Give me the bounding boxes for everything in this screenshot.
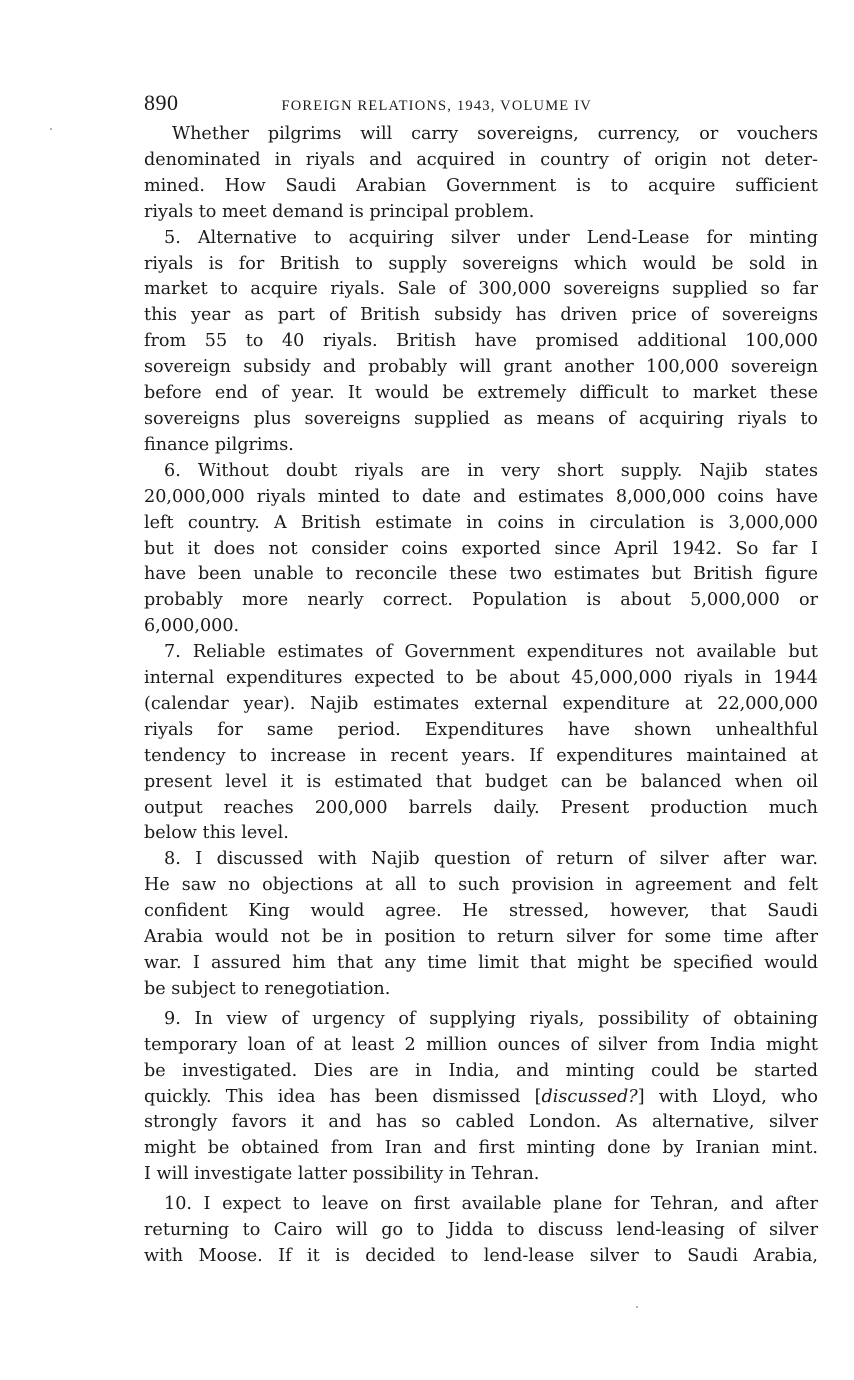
text-line: riyals for same period. Expenditures have shown unhealthful: [144, 719, 818, 740]
text-line: 7. Reliable estimates of Government expenditures not available but: [164, 642, 818, 663]
text-line: might be obtained from Iran and first minting done by Iranian mint.: [144, 1138, 818, 1159]
text-line: mined. How Saudi Arabian Government is to acquire sufficient: [144, 175, 818, 196]
text-line: 6,000,000.: [144, 616, 240, 637]
paragraph-10: [144, 1192, 818, 1270]
paragraph-9: [144, 1007, 818, 1188]
scan-speck: [636, 1306, 638, 1308]
text-line: riyals is for British to supply sovereigns which would be sold in: [144, 253, 818, 274]
text-line: tendency to increase in recent years. If expenditures maintained at: [144, 745, 818, 766]
text-line: Arabia would not be in position to return silver for some time after: [144, 927, 818, 948]
text-line: 10. I expect to leave on first available plane for Tehran, and after: [164, 1194, 818, 1215]
text-line: left country. A British estimate in coins in circulation is 3,000,000: [144, 512, 818, 533]
text-line: probably more nearly correct. Population is about 5,000,000 or: [144, 590, 818, 611]
text-line: I will investigate latter possibility in Tehran.: [144, 1164, 540, 1185]
text-line: internal expenditures expected to be about 45,000,000 riyals in 1944: [144, 668, 818, 689]
page-header: [144, 90, 818, 122]
text-line: riyals to meet demand is principal problem.: [144, 201, 535, 222]
text-line: 5. Alternative to acquiring silver under Lend-Lease for minting: [164, 227, 818, 248]
body-text: [144, 122, 818, 1270]
text-line: strongly favors it and has so cabled London. As alternative, silver: [144, 1112, 818, 1133]
text-line: (calendar year). Najib estimates external expenditure at 22,000,000: [144, 693, 818, 714]
text-line: with Moose. If it is decided to lend-lease silver to Saudi Arabia,: [144, 1245, 818, 1266]
text-line: denominated in riyals and acquired in country of origin not deter-: [144, 149, 818, 170]
running-head: FOREIGN RELATIONS, 1943, VOLUME IV: [281, 98, 592, 114]
text-line: sovereign subsidy and probably will grant another 100,000 sovereign: [144, 357, 818, 378]
text-line: war. I assured him that any time limit that might be specified would: [144, 953, 818, 973]
paragraph-5: [144, 226, 818, 459]
text-line: output reaches 200,000 barrels daily. Present production much: [144, 797, 818, 818]
text-line: 9. In view of urgency of supplying riyals, possibility of obtaining: [164, 1008, 818, 1029]
text-line: market to acquire riyals. Sale of 300,000 sovereigns supplied so far: [144, 279, 818, 300]
scan-speck: [50, 128, 52, 130]
text-line: temporary loan of at least 2 million ounces of silver from India might: [144, 1034, 818, 1055]
text-line: sovereigns plus sovereigns supplied as means of acquiring riyals to: [144, 408, 818, 429]
paragraph-6: [144, 459, 818, 640]
text-line: but it does not consider coins exported since April 1942. So far I: [144, 538, 818, 559]
text-line: from 55 to 40 riyals. British have promised additional 100,000: [144, 331, 818, 352]
text-line: returning to Cairo will go to Jidda to discuss lend-leasing of silver: [144, 1220, 818, 1241]
text-line: present level it is estimated that budget can be balanced when oil: [144, 771, 818, 792]
text-line: confident King would agree. He stressed, however, that Saudi: [144, 901, 818, 922]
editorial-italic-note: discussed?: [541, 1086, 638, 1107]
text-line: below this level.: [144, 823, 289, 844]
page-number: 890: [144, 90, 179, 115]
text-line: 6. Without doubt riyals are in very short supply. Najib states: [164, 460, 818, 481]
paragraph-continuation: [144, 122, 818, 226]
text-run: ] with Lloyd, who: [637, 1086, 818, 1107]
text-line: 8. I discussed with Najib question of return of silver after war.: [164, 849, 818, 870]
paragraph-8: [144, 847, 818, 1002]
text-line-with-italic: [144, 1085, 818, 1111]
text-run: quickly. This idea has been dismissed [: [144, 1086, 542, 1107]
text-line: be subject to renegotiation.: [144, 978, 391, 999]
text-line: have been unable to reconcile these two estimates but British figure: [144, 564, 818, 585]
text-line: be investigated. Dies are in India, and minting could be started: [144, 1060, 818, 1081]
text-line: finance pilgrims.: [144, 434, 294, 455]
text-line: 20,000,000 riyals minted to date and estimates 8,000,000 coins have: [144, 486, 818, 507]
text-line: He saw no objections at all to such provision in agreement and felt: [144, 875, 818, 896]
paragraph-7: [144, 640, 818, 847]
text-line: Whether pilgrims will carry sovereigns, currency, or vouchers: [172, 124, 818, 144]
text-line: before end of year. It would be extremely difficult to market these: [144, 383, 818, 404]
page: [144, 90, 818, 1270]
text-line: this year as part of British subsidy has driven price of sovereigns: [144, 305, 818, 326]
